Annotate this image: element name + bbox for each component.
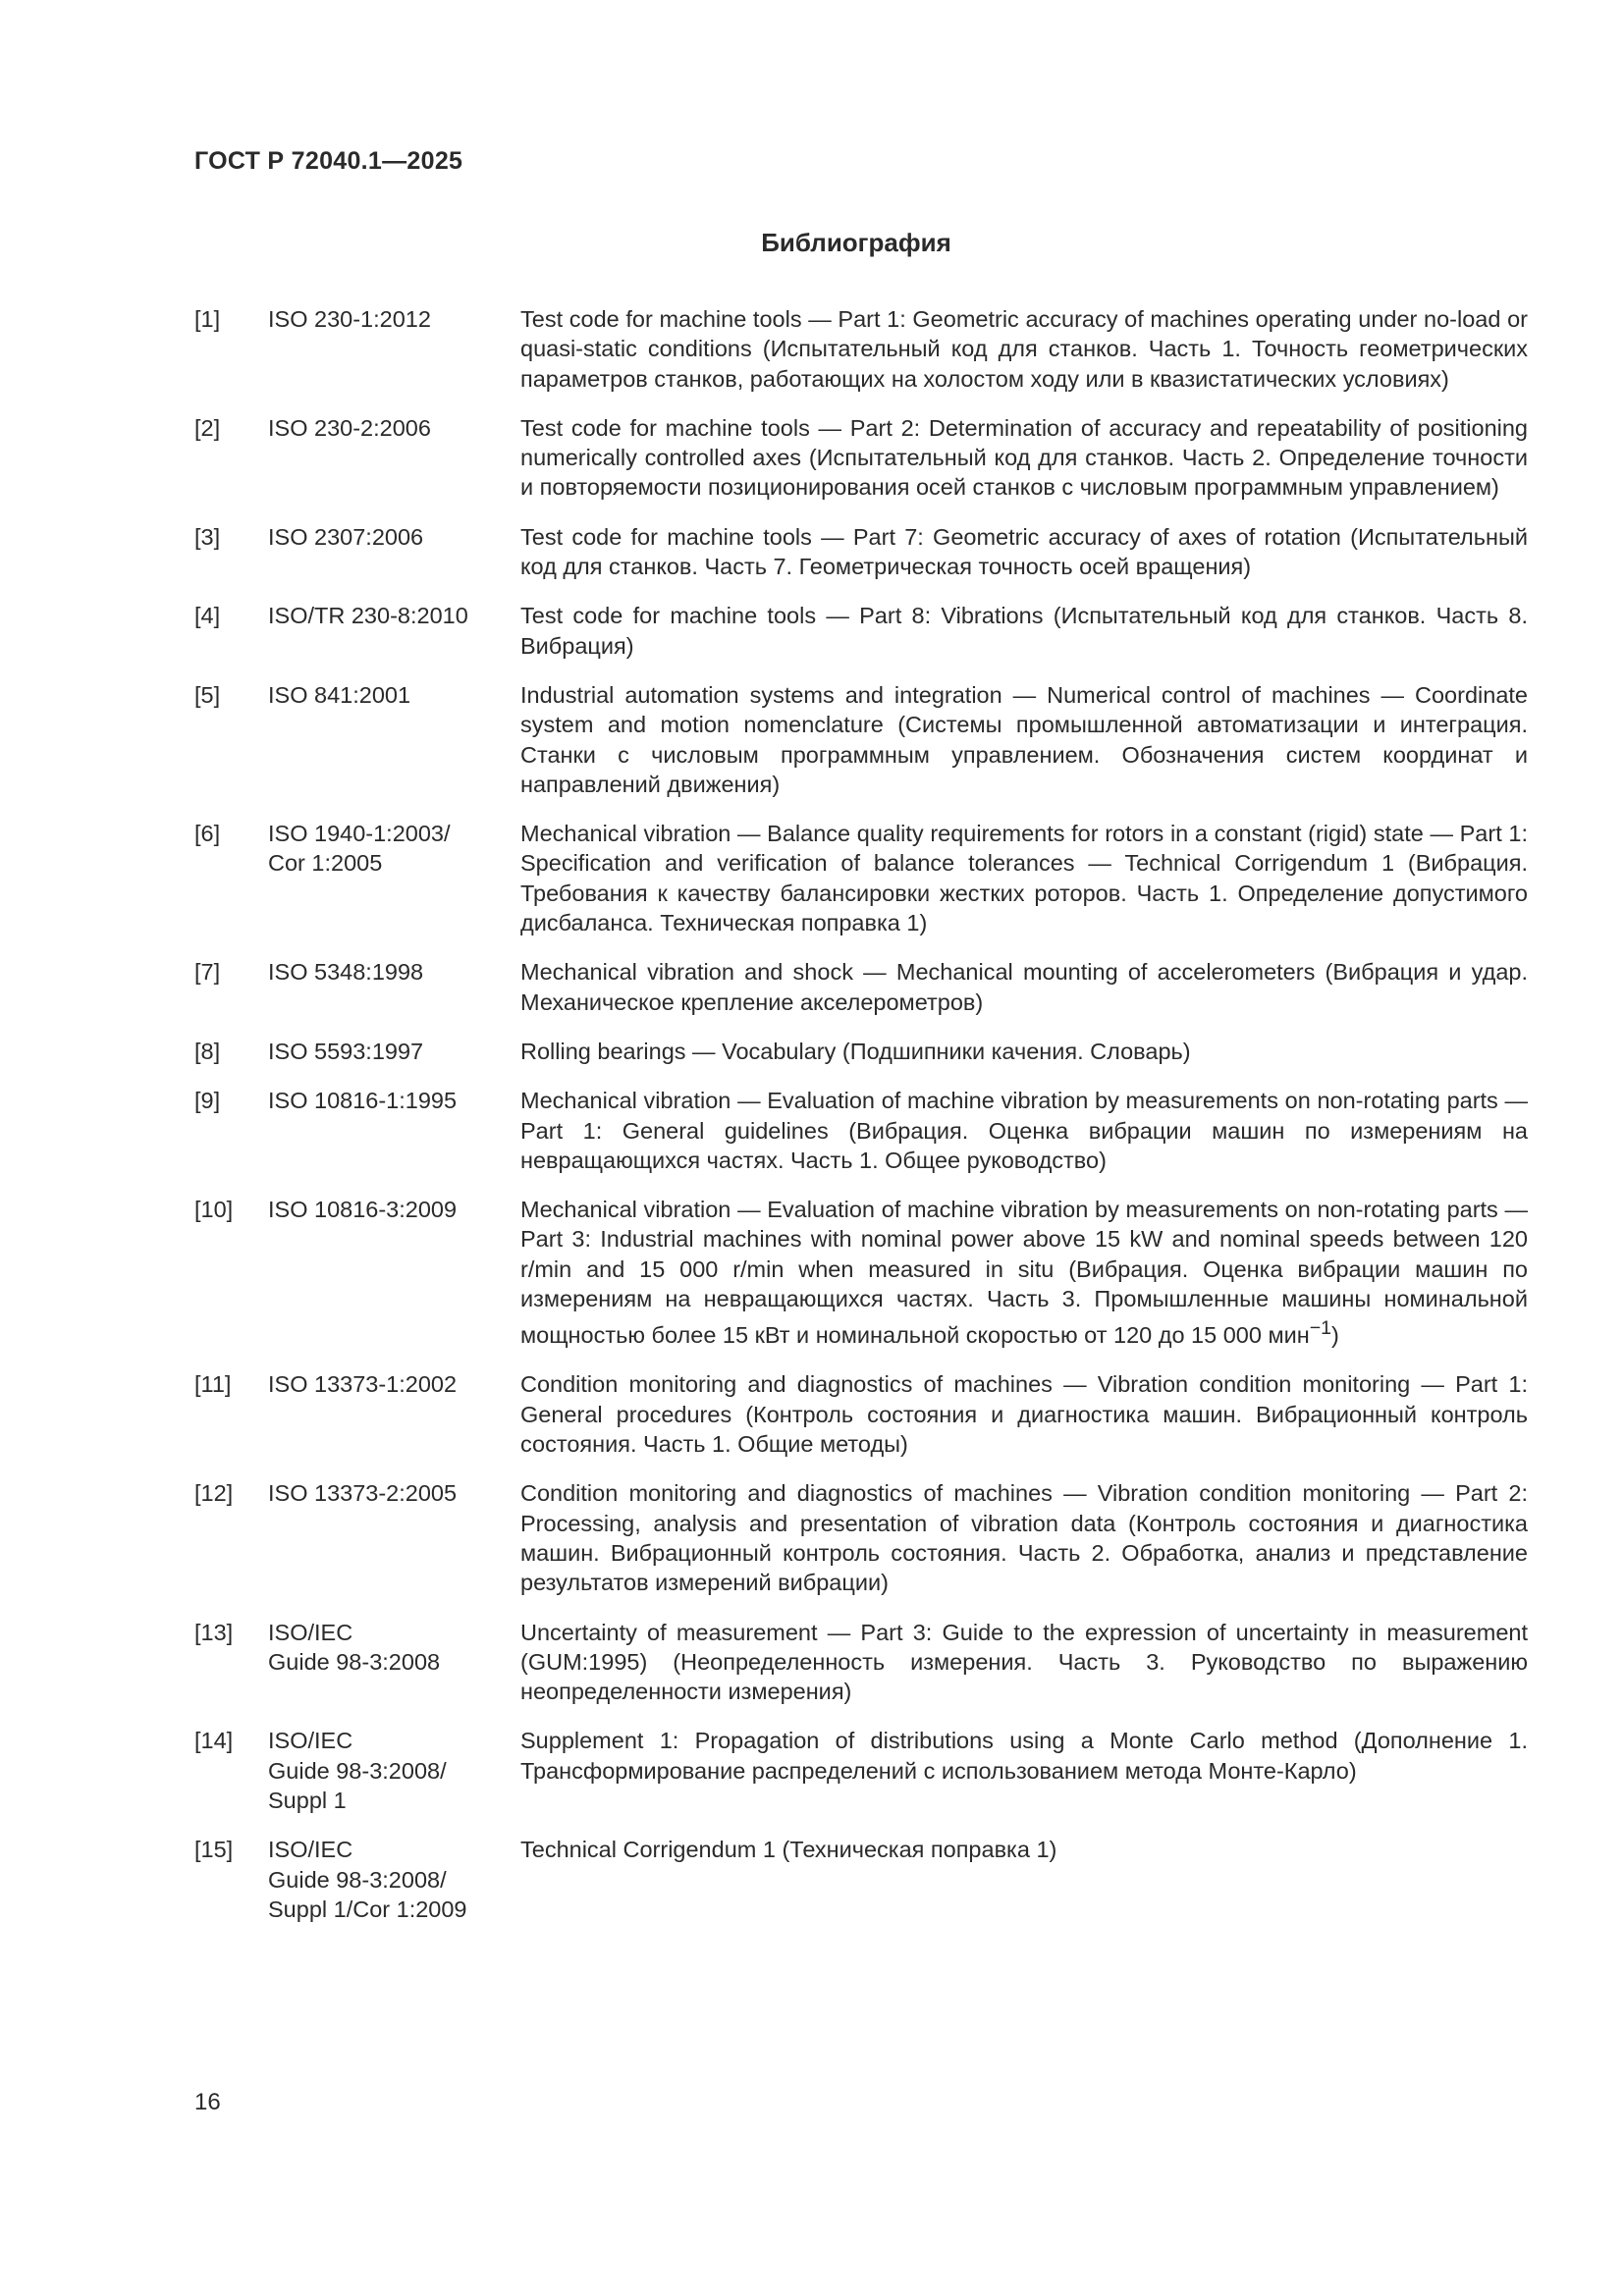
standard-code-line: ISO 230-1:2012 (268, 306, 431, 332)
bibliography-entry (194, 680, 1528, 799)
standard-code-line: ISO/IEC (268, 1837, 353, 1863)
entry-standard-code (268, 957, 520, 1017)
entry-number: [5] (194, 681, 221, 708)
entry-standard-code (268, 1618, 520, 1707)
entry-description (520, 413, 1528, 503)
entry-standard-code (268, 522, 520, 582)
entry-description (520, 601, 1528, 661)
entry-number: [12] (194, 1480, 234, 1507)
entry-description-text: Rolling bearings — Vocabulary (Подшипники качения. Словарь) (520, 1038, 1191, 1064)
entry-description (520, 304, 1528, 394)
document-code: ГОСТ Р 72040.1—2025 (194, 147, 463, 175)
entry-standard-code (268, 1726, 520, 1815)
entry-standard-code (268, 1478, 520, 1597)
standard-code-line: ISO 230-2:2006 (268, 414, 431, 441)
entry-description (520, 819, 1528, 937)
bibliography-entry (194, 1618, 1528, 1707)
entry-description (520, 1195, 1528, 1350)
entry-description-text: Mechanical vibration — Evaluation of machine vibration by measurements on non-rotating parts — Part 3: Industrial machines with nominal power above 15 kW and nominal speeds between 120 r/min and 15 000 r/min when measured in situ (Вибрация. Оценка вибрации машин по измерениям на невращающихся частях. Часть 3. Промышленные машины номинальной мощностью более 15 кВт и номинальной скоростью от 120 до 15 000 мин (520, 1197, 1528, 1349)
bibliography-entry (194, 819, 1528, 937)
bibliography-entry (194, 413, 1528, 503)
bibliography-entry (194, 522, 1528, 582)
standard-code-line: ISO 10816-1:1995 (268, 1088, 458, 1114)
page-title: Библиография (761, 228, 951, 257)
entry-number: [2] (194, 414, 221, 441)
standard-code-line: ISO 841:2001 (268, 681, 411, 708)
standard-code-line: ISO 1940-1:2003/ (268, 821, 451, 847)
entry-description (520, 1618, 1528, 1707)
entry-number: [4] (194, 603, 221, 629)
entry-description-text: Test code for machine tools — Part 1: Geometric accuracy of machines operating under no-load or quasi-static conditions (Испытательный код для станков. Часть 1. Точность геометрических параметров станков, работающих на холостом ходу или в квазистатических условиях) (520, 306, 1528, 392)
entry-description (520, 1037, 1528, 1066)
entry-description (520, 522, 1528, 582)
entry-description-text: Mechanical vibration — Evaluation of machine vibration by measurements on non-rotating parts — Part 1: General guidelines (Вибрация. Оценка вибрации машин по измерениям на невращающихся частях. Часть 1. Общее руководство) (520, 1088, 1528, 1173)
entry-description-text: Condition monitoring and diagnostics of machines — Vibration condition monitoring — Part 1: General procedures (Контроль состояния и диагностика машин. Вибрационный контроль состояния. Часть 1. Общие методы) (520, 1371, 1528, 1458)
entry-standard-code (268, 1086, 520, 1175)
standard-code-line: Suppl 1 (268, 1788, 347, 1813)
entry-number: [6] (194, 821, 221, 847)
bibliography-entry (194, 1726, 1528, 1815)
bibliography-entry (194, 1478, 1528, 1597)
entry-standard-code (268, 1835, 520, 1924)
entry-number: [10] (194, 1197, 234, 1223)
standard-code-line: Guide 98-3:2008 (268, 1648, 441, 1675)
standard-code-line: ISO 10816-3:2009 (268, 1197, 458, 1223)
entry-description-text: Mechanical vibration and shock — Mechanical mounting of accelerometers (Вибрация и удар. Механическое крепление акселерометров) (520, 959, 1528, 1015)
entry-number: [9] (194, 1088, 221, 1114)
entry-description-text: Test code for machine tools — Part 8: Vibrations (Испытательный код для станков. Часть 8. Вибрация) (520, 603, 1528, 659)
entry-number: [8] (194, 1038, 221, 1064)
entry-number: [7] (194, 959, 221, 986)
entry-standard-code (268, 413, 520, 503)
entry-description-text: Uncertainty of measurement — Part 3: Guide to the expression of uncertainty in measurement (GUM:1995) (Неопределенность измерения. Часть 3. Руководство по выражению неопределенности измерения) (520, 1619, 1528, 1705)
standard-code-line: Guide 98-3:2008/ (268, 1757, 447, 1784)
entry-description-text: Test code for machine tools — Part 7: Geometric accuracy of axes of rotation (Испытательный код для станков. Часть 7. Геометрическая точность осей вращения) (520, 523, 1528, 580)
superscript: −1 (1309, 1317, 1332, 1340)
entry-number: [13] (194, 1619, 234, 1645)
entry-description (520, 957, 1528, 1017)
entry-description (520, 1478, 1528, 1597)
entry-description (520, 680, 1528, 799)
standard-code-line: ISO/IEC (268, 1619, 353, 1645)
bibliography-entry (194, 1369, 1528, 1459)
entry-number: [14] (194, 1728, 234, 1754)
standard-code-line: ISO/TR 230-8:2010 (268, 603, 468, 629)
standard-code-line: ISO 5348:1998 (268, 959, 424, 986)
bibliography-entry (194, 304, 1528, 394)
standard-code-line: Guide 98-3:2008/ (268, 1866, 447, 1893)
standard-code-line: ISO 13373-1:2002 (268, 1371, 458, 1398)
bibliography-entry (194, 1835, 1528, 1924)
bibliography-list (194, 304, 1528, 1944)
entry-standard-code (268, 601, 520, 661)
standard-code-line: ISO 2307:2006 (268, 523, 424, 550)
bibliography-entry (194, 1086, 1528, 1175)
entry-description-text: Technical Corrigendum 1 (Техническая поправка 1) (520, 1837, 1057, 1863)
entry-description-text: Mechanical vibration — Balance quality requirements for rotors in a constant (rigid) state — Part 1: Specification and verification of balance tolerances — Technical Corrigendum 1 (Вибрация. Требования к качеству балансировки жестких роторов. Часть 1. Определение допустимого дисбаланса. Техническая поправка 1) (520, 821, 1528, 936)
entry-number: [15] (194, 1837, 234, 1863)
entry-standard-code (268, 680, 520, 799)
entry-number: [11] (194, 1371, 232, 1398)
entry-description (520, 1369, 1528, 1459)
entry-standard-code (268, 1037, 520, 1066)
standard-code-line: ISO/IEC (268, 1728, 353, 1754)
entry-description-text: Condition monitoring and diagnostics of machines — Vibration condition monitoring — Part 2: Processing, analysis and presentation of vibration data (Контроль состояния и диагностика машин. Вибрационный контроль состояния. Часть 2. Обработка, анализ и представление результатов измерений вибрации) (520, 1480, 1528, 1596)
entry-description-text: Supplement 1: Propagation of distributions using a Monte Carlo method (Дополнение 1. Трансформирование распределений с использованием метода Монте-Карло) (520, 1728, 1528, 1784)
entry-number: [1] (194, 306, 221, 332)
entry-description-text: Industrial automation systems and integration — Numerical control of machines — Coordinate system and motion nomenclature (Системы промышленной автоматизации и интеграция. Станки с числовым программным управлением. Обозначения систем координат и направлений движения) (520, 681, 1528, 797)
entry-description (520, 1835, 1528, 1924)
entry-standard-code (268, 819, 520, 937)
entry-standard-code (268, 304, 520, 394)
entry-description (520, 1726, 1528, 1815)
entry-number: [3] (194, 523, 221, 550)
entry-standard-code (268, 1195, 520, 1350)
standard-code-line: ISO 13373-2:2005 (268, 1480, 458, 1507)
page-number: 16 (194, 2089, 221, 2115)
standard-code-line: Suppl 1/Cor 1:2009 (268, 1896, 467, 1922)
bibliography-entry (194, 601, 1528, 661)
entry-description-text: Test code for machine tools — Part 2: Determination of accuracy and repeatability of positioning numerically controlled axes (Испытательный код для станков. Часть 2. Определение точности и повторяемости позиционирования осей станков с числовым программным управлением) (520, 414, 1528, 501)
bibliography-entry (194, 1037, 1528, 1066)
entry-description-end: ) (1331, 1322, 1339, 1349)
standard-code-line: Cor 1:2005 (268, 850, 383, 877)
standard-code-line: ISO 5593:1997 (268, 1038, 424, 1064)
bibliography-entry (194, 1195, 1528, 1350)
bibliography-entry (194, 957, 1528, 1017)
entry-description (520, 1086, 1528, 1175)
entry-standard-code (268, 1369, 520, 1459)
